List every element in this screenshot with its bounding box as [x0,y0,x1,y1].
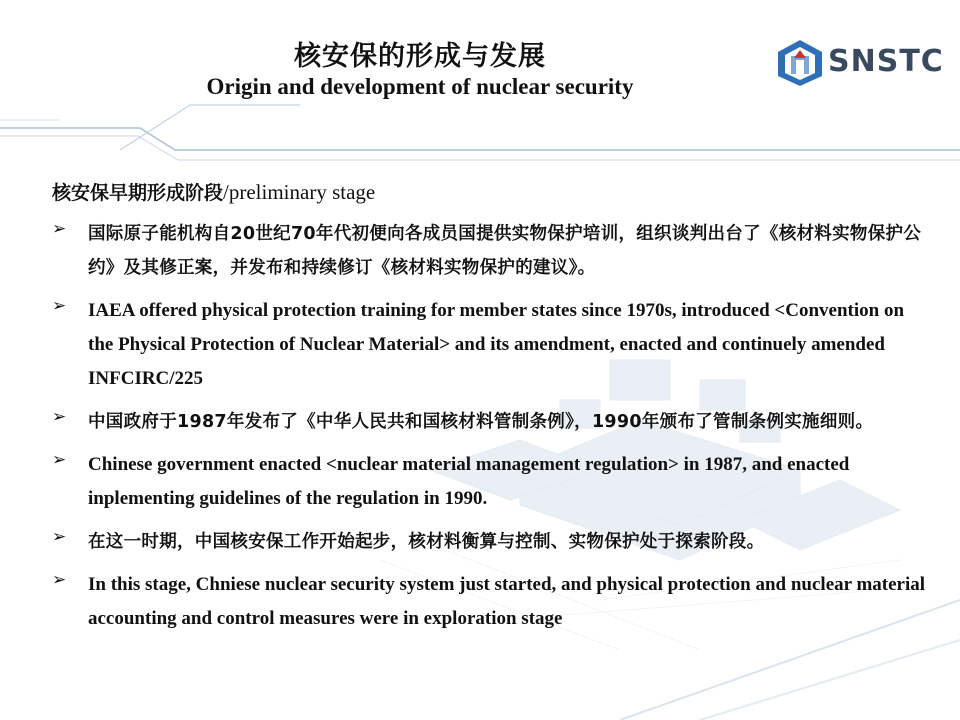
content-area [52,178,932,645]
bullet-text: In this stage, Chniese nuclear security system just started, and physical protection and nuclear material accounting and control measures were in exploration stage [88,574,926,629]
bullet-item [52,568,932,636]
bullet-item [52,217,932,285]
bullet-item [52,405,932,439]
bullet-item [52,525,932,559]
arrow-bullet-icon: ➢ [52,296,67,316]
bullet-item [52,294,932,396]
bullet-text: Chinese government enacted <nuclear material management regulation> in 1987, and enacted inplementing guidelines of the regulation in 1990. [88,454,850,509]
bullet-text: 在这一时期，中国核安保工作开始起步，核材料衡算与控制、实物保护处于探索阶段。 [88,532,765,552]
arrow-bullet-icon: ➢ [52,527,67,547]
bullet-item [52,448,932,516]
snstc-logo [776,38,944,88]
arrow-bullet-icon: ➢ [52,407,67,427]
bullet-text: IAEA offered physical protection training for member states since 1970s, introduced <Convention on the Physical Protection of Nuclear Material> and its amendment, enacted and continuely amended INFCIRC/225 [88,300,905,389]
bullet-text: 国际原子能机构自20世纪70年代初便向各成员国提供实物保护培训，组织谈判出台了《核材料实物保护公约》及其修正案，并发布和持续修订《核材料实物保护的建议》。 [88,224,922,278]
bullet-text: 中国政府于1987年发布了《中华人民共和国核材料管制条例》，1990年颁布了管制条例实施细则。 [88,412,874,432]
logo-text: SNSTC [828,44,944,79]
section-heading-english: /preliminary stage [223,180,376,204]
page-title-english: Origin and development of nuclear security [206,74,634,99]
page-title-chinese: 核安保的形成与发展 [294,41,546,72]
section-heading [52,178,932,205]
arrow-bullet-icon: ➢ [52,219,67,239]
logo-emblem-icon [776,38,824,88]
arrow-bullet-icon: ➢ [52,450,67,470]
arrow-bullet-icon: ➢ [52,570,67,590]
section-heading-chinese: 核安保早期形成阶段 [52,182,224,204]
